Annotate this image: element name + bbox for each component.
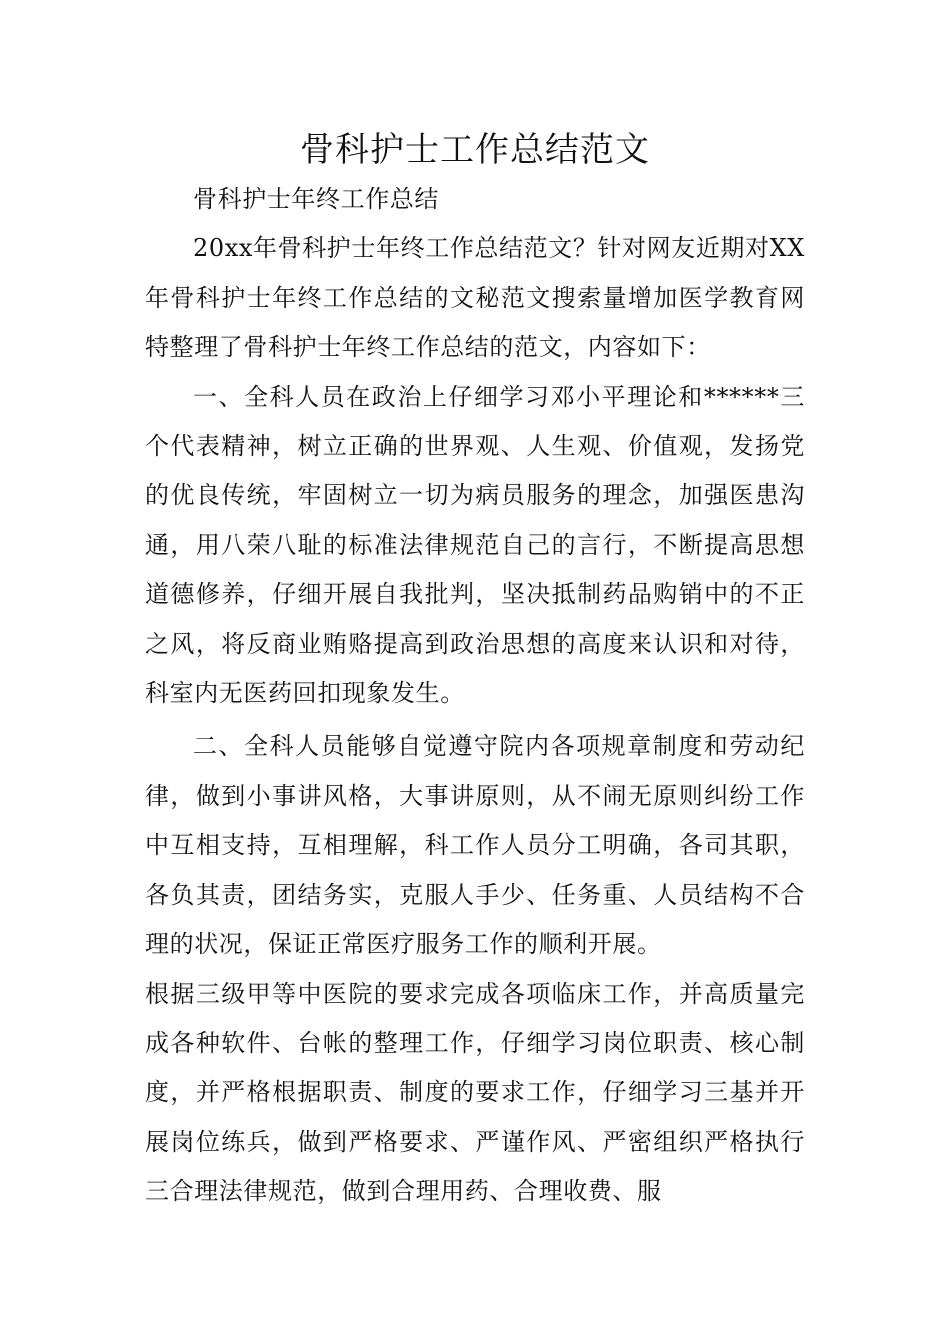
document-title: 骨科护士工作总结范文	[300, 130, 650, 170]
paragraph-intro: 20xx年骨科护士年终工作总结范文？针对网友近期对XX年骨科护士年终工作总结的文秘范文搜索量增加医学教育网特整理了骨科护士年终工作总结的范文，内容如下：	[145, 234, 805, 362]
document-body	[145, 175, 805, 1217]
paragraph-three: 根据三级甲等中医院的要求完成各项临床工作，并高质量完成各种软件、台帐的整理工作，仔细学习岗位职责、核心制度，并严格根据职责、制度的要求工作，仔细学习三基并开展岗位练兵，做到严格要求、严谨作风、严密组织严格执行三合理法律规范，做到合理用药、合理收费、服	[145, 979, 805, 1206]
paragraph-two: 二、全科人员能够自觉遵守院内各项规章制度和劳动纪律，做到小事讲风格，大事讲原则，从不闹无原则纠纷工作中互相支持，互相理解，科工作人员分工明确，各司其职，各负其责，团结务实，克服人手少、任务重、人员结构不合理的状况，保证正常医疗服务工作的顺利开展。	[145, 732, 805, 959]
document-subtitle: 骨科护士年终工作总结	[193, 185, 439, 213]
paragraph-one: 一、全科人员在政治上仔细学习邓小平理论和******三个代表精神，树立正确的世界观、人生观、价值观，发扬党的优良传统，牢固树立一切为病员服务的理念，加强医患沟通，用八荣八耻的标准法律规范自己的言行，不断提高思想道德修养，仔细开展自我批判，坚决抵制药品购销中的不正之风，将反商业贿赂提高到政治思想的高度来认识和对待，科室内无医药回扣现象发生。	[145, 382, 805, 708]
